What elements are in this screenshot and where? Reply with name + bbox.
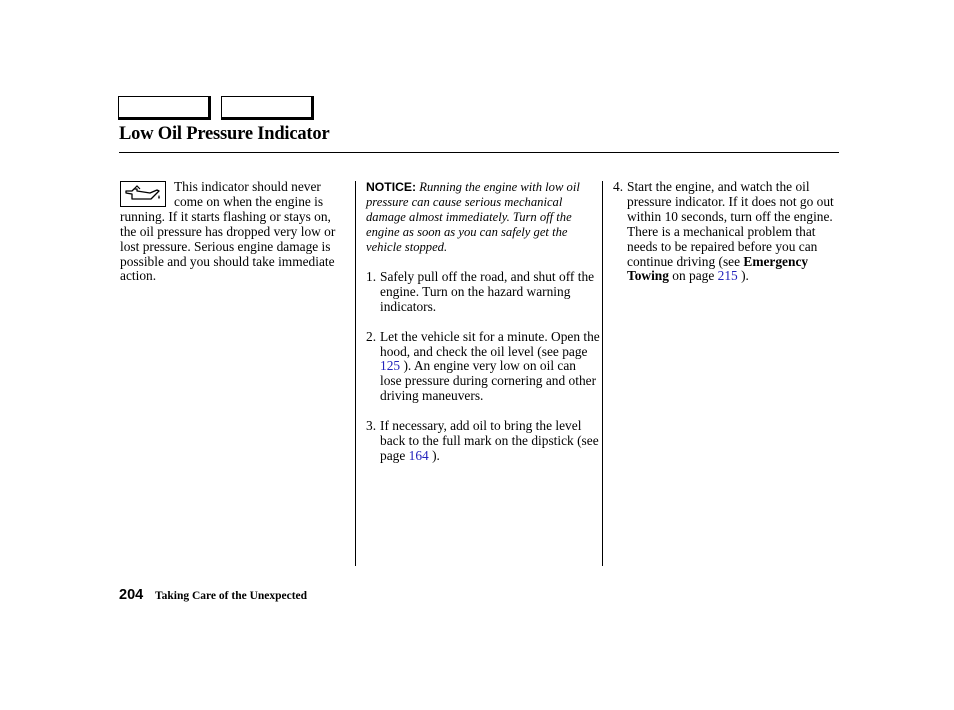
step-number: 1. — [366, 269, 377, 284]
oil-pressure-icon — [120, 181, 166, 207]
nav-previous-button[interactable] — [118, 96, 211, 120]
nav-next-button[interactable] — [221, 96, 314, 120]
column-steps — [366, 180, 600, 479]
page-link-125[interactable]: 125 — [380, 358, 401, 374]
column-divider-2 — [602, 181, 603, 566]
step-text: Let the vehicle sit for a minute. Open the hood, and check the oil level (see page — [380, 328, 600, 359]
page-link-164[interactable]: 164 — [408, 447, 429, 463]
step-text-after: ). — [737, 268, 749, 284]
step-text-after: ). An engine very low on oil can lose pressure during cornering and other driving maneuvers. — [380, 358, 597, 404]
step-text: If necessary, add oil to bring the level back to the full mark on the dipstick (see page — [380, 418, 599, 463]
step-3 — [366, 419, 600, 464]
page-number: 204 — [119, 587, 144, 603]
step-text: Safely pull off the road, and shut off the engine. Turn on the hazard warning indicators. — [380, 269, 595, 314]
step-1 — [366, 270, 600, 315]
step-text: Start the engine, and watch the oil pressure indicator. If it does not go out within 10 seconds, turn off the engine. There is a mechanical problem that needs to be repaired before you can continue driving (see — [627, 179, 834, 269]
column-intro — [120, 180, 350, 284]
intro-paragraph: This indicator should never come on when the engine is running. If it starts flashing or stays on, the oil pressure has dropped very low or lost pressure. Serious engine damage is possible and you should take immediate action. — [120, 179, 336, 284]
step-number: 2. — [366, 328, 377, 344]
page-title: Low Oil Pressure Indicator — [119, 124, 330, 144]
column-steps-continued — [613, 180, 841, 299]
step-2 — [366, 330, 600, 405]
notice-block — [366, 180, 600, 255]
column-divider-1 — [355, 181, 356, 566]
step-text-after: ). — [428, 447, 440, 463]
title-divider — [119, 152, 839, 153]
emergency-towing-reference: Emergency Towing — [627, 253, 809, 284]
step-4 — [613, 180, 841, 284]
step-text-mid: on page — [668, 268, 718, 284]
step-number: 4. — [613, 179, 624, 194]
step-number: 3. — [366, 418, 377, 434]
page-link-215[interactable]: 215 — [717, 268, 738, 284]
notice-label: NOTICE: — [366, 180, 417, 194]
notice-text: Running the engine with low oil pressure can cause serious mechanical damage almost immediately. Turn off the engine as soon as you can safely get the vehicle stopped. — [366, 180, 580, 254]
section-name: Taking Care of the Unexpected — [155, 590, 308, 602]
